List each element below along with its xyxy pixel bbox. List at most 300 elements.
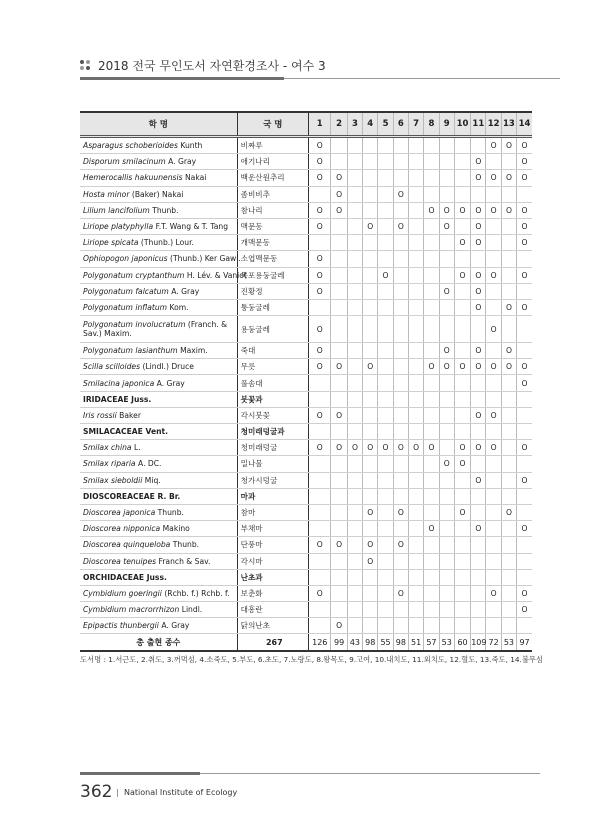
presence-mark: O [521,238,528,248]
site-12-cell [486,251,501,267]
site-9-cell [439,283,454,299]
family-name: ORCHIDACEAE Juss. [80,569,237,585]
presence-mark: O [316,157,323,167]
site-9-cell [439,343,454,359]
site-13-cell [501,218,516,234]
species-row [80,251,532,267]
site-8-cell [424,154,439,170]
scientific-name [80,553,237,569]
species-row [80,283,532,299]
species-row [80,202,532,218]
site-10-cell [454,267,470,283]
site-2-cell [331,440,347,456]
site-7-cell [408,602,423,618]
scientific-name [80,504,237,520]
site-1-cell [309,267,331,283]
scientific-name [80,472,237,488]
presence-mark: O [490,173,497,183]
presence-mark: O [428,524,435,534]
site-6-cell [393,424,408,440]
site-2-cell [331,504,347,520]
site-2-cell [331,283,347,299]
presence-mark: O [351,443,358,453]
site-8-cell [424,488,439,504]
site-13-cell [501,440,516,456]
running-header [80,54,560,78]
site-4-cell [363,472,378,488]
header-site-5: 5 [378,112,393,137]
site-10-cell [454,218,470,234]
site-1-cell [309,154,331,170]
presence-mark: O [505,346,512,356]
presence-mark: O [336,410,343,420]
header-site-7: 7 [408,112,423,137]
presence-mark: O [490,443,497,453]
site-6-cell [393,553,408,569]
presence-mark: O [397,222,404,232]
presence-mark: O [521,141,528,151]
korean-name: 소엽맥문동 [237,251,308,267]
genus-species: Dioscorea japonica [83,508,156,518]
site-14-cell [517,299,532,315]
presence-mark: O [505,302,512,312]
author: A. Gray [171,286,200,296]
site-4-cell [363,537,378,553]
site-3-cell [347,553,362,569]
site-6-cell [393,186,408,202]
species-row [80,521,532,537]
page-number: 362 [80,782,113,802]
site-12-cell [486,186,501,202]
site-1-cell [309,424,331,440]
site-14-total: 97 [517,634,532,651]
family-row [80,488,532,504]
site-6-cell [393,343,408,359]
site-3-cell [347,202,362,218]
site-12-cell [486,316,501,343]
species-row [80,218,532,234]
site-13-cell [501,521,516,537]
site-14-cell [517,472,532,488]
site-14-cell [517,602,532,618]
site-1-cell [309,407,331,423]
site-6-cell [393,202,408,218]
korean-name: 각시마 [237,553,308,569]
site-12-cell [486,267,501,283]
site-8-cell [424,391,439,407]
site-12-cell [486,407,501,423]
site-2-cell [331,537,347,553]
species-row [80,186,532,202]
site-3-cell [347,186,362,202]
site-7-total: 51 [408,634,423,651]
site-1-cell [309,186,331,202]
site-6-cell [393,488,408,504]
genus-species: Smilax china [83,443,132,453]
species-row [80,407,532,423]
site-6-cell [393,267,408,283]
site-1-cell [309,569,331,585]
site-5-cell [378,585,393,601]
site-11-cell [471,407,486,423]
presence-mark: O [316,540,323,550]
site-1-cell [309,602,331,618]
korean-name: 밀나물 [237,456,308,472]
korean-name: 목포용둥굴레 [237,267,308,283]
site-5-cell [378,343,393,359]
site-4-cell [363,440,378,456]
site-7-cell [408,170,423,186]
presence-mark: O [443,222,450,232]
site-11-cell [471,316,486,343]
site-1-cell [309,202,331,218]
site-7-cell [408,316,423,343]
site-14-cell [517,267,532,283]
site-14-cell [517,504,532,520]
site-14-cell [517,235,532,251]
site-10-cell [454,316,470,343]
presence-mark: O [367,556,374,566]
site-4-cell [363,569,378,585]
table-header-row [80,112,532,137]
site-6-cell [393,283,408,299]
site-1-total: 126 [309,634,331,651]
site-12-cell [486,235,501,251]
site-12-cell [486,618,501,634]
presence-mark: O [367,362,374,372]
header-site-13: 13 [501,112,516,137]
site-2-cell [331,218,347,234]
site-5-cell [378,537,393,553]
site-14-cell [517,186,532,202]
site-8-cell [424,553,439,569]
author: Franch & Sav. [158,556,211,566]
site-5-cell [378,504,393,520]
site-8-cell [424,186,439,202]
presence-mark: O [443,459,450,469]
site-11-total: 109 [471,634,486,651]
korean-name: 청가시덩굴 [237,472,308,488]
site-4-cell [363,170,378,186]
site-7-cell [408,407,423,423]
footer-rule-light [200,773,540,774]
scientific-name [80,202,237,218]
header-site-6: 6 [393,112,408,137]
site-4-cell [363,154,378,170]
site-5-cell [378,359,393,375]
site-7-cell [408,343,423,359]
presence-mark: O [521,588,528,598]
site-1-cell [309,251,331,267]
site-11-cell [471,585,486,601]
site-5-cell [378,553,393,569]
presence-mark: O [336,443,343,453]
presence-mark: O [316,286,323,296]
korean-name: 부채마 [237,521,308,537]
site-8-cell [424,218,439,234]
site-10-cell [454,359,470,375]
site-9-cell [439,456,454,472]
site-14-cell [517,391,532,407]
presence-mark: O [475,443,482,453]
site-2-cell [331,521,347,537]
author: A. Gray [168,157,197,167]
author: Kunth [180,141,203,151]
presence-mark: O [316,346,323,356]
species-row [80,456,532,472]
presence-mark: O [475,205,482,215]
site-6-cell [393,602,408,618]
header-rule-light [284,78,560,79]
korean-name: 진황정 [237,283,308,299]
site-10-cell [454,602,470,618]
genus-species: Dioscorea quinqueloba [83,540,171,550]
genus-species: Hosta minor [83,189,130,199]
scientific-name [80,440,237,456]
scientific-name [80,343,237,359]
site-14-cell [517,316,532,343]
site-6-cell [393,299,408,315]
site-10-cell [454,472,470,488]
site-3-cell [347,521,362,537]
header-rule-dark [80,77,284,80]
presence-mark: O [316,324,323,334]
site-5-cell [378,521,393,537]
site-13-cell [501,235,516,251]
author: (Thunb.) Lour. [140,238,194,248]
scientific-name [80,537,237,553]
korean-name: 죽대 [237,343,308,359]
header-site-14: 14 [517,112,532,137]
presence-mark: O [521,222,528,232]
presence-mark: O [521,270,528,280]
institute-name: National Institute of Ecology [124,788,238,797]
family-name: DIOSCOREACEAE R. Br. [80,488,237,504]
presence-mark: O [367,540,374,550]
site-8-cell [424,137,439,154]
site-2-total: 99 [331,634,347,651]
site-3-cell [347,537,362,553]
site-2-cell [331,267,347,283]
site-4-cell [363,218,378,234]
site-1-cell [309,343,331,359]
site-7-cell [408,424,423,440]
scientific-name [80,154,237,170]
scientific-name [80,283,237,299]
korean-name: 백운산원추리 [237,170,308,186]
site-9-cell [439,267,454,283]
site-9-cell [439,235,454,251]
site-9-cell [439,569,454,585]
genus-species: Dioscorea nipponica [83,524,161,534]
presence-mark: O [443,205,450,215]
species-row [80,299,532,315]
header-site-3: 3 [347,112,362,137]
site-4-cell [363,618,378,634]
korean-name: 퉁둥굴레 [237,299,308,315]
site-10-total: 60 [454,634,470,651]
site-11-cell [471,235,486,251]
author: Lindl. [181,605,203,615]
species-row [80,316,532,343]
site-13-cell [501,504,516,520]
family-row [80,424,532,440]
site-11-cell [471,440,486,456]
genus-species: Polygonatum lasianthum [83,346,178,356]
site-12-cell [486,375,501,391]
presence-mark: O [382,270,389,280]
site-7-cell [408,440,423,456]
species-row [80,504,532,520]
site-14-cell [517,343,532,359]
author: L. [133,443,141,453]
header-site-10: 10 [454,112,470,137]
site-5-total: 55 [378,634,393,651]
site-11-cell [471,375,486,391]
site-12-cell [486,504,501,520]
site-1-cell [309,488,331,504]
site-13-cell [501,424,516,440]
site-11-cell [471,537,486,553]
site-5-cell [378,407,393,423]
total-row [80,634,532,651]
species-row [80,537,532,553]
site-11-cell [471,154,486,170]
site-13-total: 53 [501,634,516,651]
korean-name: 개맥문동 [237,235,308,251]
header-site-8: 8 [424,112,439,137]
site-6-cell [393,218,408,234]
presence-mark: O [505,173,512,183]
header-scientific-name: 학 명 [80,112,237,137]
site-2-cell [331,154,347,170]
presence-mark: O [428,205,435,215]
site-9-cell [439,440,454,456]
site-11-cell [471,202,486,218]
site-3-cell [347,267,362,283]
site-7-cell [408,553,423,569]
site-12-cell [486,440,501,456]
presence-mark: O [521,443,528,453]
presence-mark: O [316,254,323,264]
site-12-cell [486,472,501,488]
scientific-name [80,375,237,391]
site-3-cell [347,585,362,601]
presence-mark: O [490,205,497,215]
site-1-cell [309,218,331,234]
presence-mark: O [475,362,482,372]
site-14-cell [517,251,532,267]
presence-mark: O [459,205,466,215]
presence-mark: O [459,459,466,469]
site-6-cell [393,137,408,154]
site-13-cell [501,391,516,407]
site-14-cell [517,359,532,375]
site-10-cell [454,283,470,299]
site-5-cell [378,267,393,283]
site-13-cell [501,316,516,343]
presence-mark: O [505,362,512,372]
island-names-note: 도서명 : 1.서근도, 2.취도, 3.꺼먹섬, 4.소죽도, 5.부도, 6.초도, 7.노랑도, 8.왕목도, 9.고여, 10.내치도, 11.외치도, 12.혈도, 13.죽도, 14.불무섬 [80,655,543,664]
site-11-cell [471,472,486,488]
site-1-cell [309,537,331,553]
site-5-cell [378,424,393,440]
presence-mark: O [397,443,404,453]
site-6-total: 98 [393,634,408,651]
site-2-cell [331,316,347,343]
presence-mark: O [316,222,323,232]
presence-mark: O [413,443,420,453]
site-10-cell [454,537,470,553]
presence-mark: O [490,410,497,420]
site-4-total: 98 [363,634,378,651]
site-13-cell [501,154,516,170]
korean-name: 좀비비추 [237,186,308,202]
presence-mark: O [475,475,482,485]
site-1-cell [309,235,331,251]
site-12-cell [486,170,501,186]
presence-mark: O [475,302,482,312]
site-3-cell [347,440,362,456]
header-korean-name: 국 명 [237,112,308,137]
site-2-cell [331,202,347,218]
site-9-cell [439,407,454,423]
scientific-name [80,170,237,186]
species-row [80,375,532,391]
site-11-cell [471,343,486,359]
scientific-name [80,602,237,618]
genus-species: Polygonatum falcatum [83,286,169,296]
site-3-cell [347,618,362,634]
species-row [80,154,532,170]
site-13-cell [501,602,516,618]
korean-name: 용둥굴레 [237,316,308,343]
site-14-cell [517,585,532,601]
site-8-cell [424,316,439,343]
site-1-cell [309,504,331,520]
author: A. DC. [138,459,162,469]
site-3-cell [347,251,362,267]
site-9-cell [439,585,454,601]
site-9-cell [439,521,454,537]
genus-species: Hemerocallis hakuunensis [83,173,183,183]
site-10-cell [454,424,470,440]
author: Thunb. [157,508,184,518]
site-7-cell [408,251,423,267]
site-1-cell [309,375,331,391]
presence-mark: O [490,362,497,372]
site-5-cell [378,218,393,234]
site-8-cell [424,521,439,537]
scientific-name [80,299,237,315]
presence-mark: O [475,286,482,296]
site-6-cell [393,251,408,267]
presence-mark: O [367,443,374,453]
site-9-cell [439,170,454,186]
korean-name: 청미래덩굴 [237,440,308,456]
presence-mark: O [397,508,404,518]
site-5-cell [378,569,393,585]
presence-mark: O [443,362,450,372]
korean-name: 맥문동 [237,218,308,234]
site-10-cell [454,375,470,391]
family-row [80,569,532,585]
site-9-cell [439,375,454,391]
site-4-cell [363,391,378,407]
site-14-cell [517,569,532,585]
genus-species: Cymbidium macrorrhizon [83,605,180,615]
site-14-cell [517,170,532,186]
